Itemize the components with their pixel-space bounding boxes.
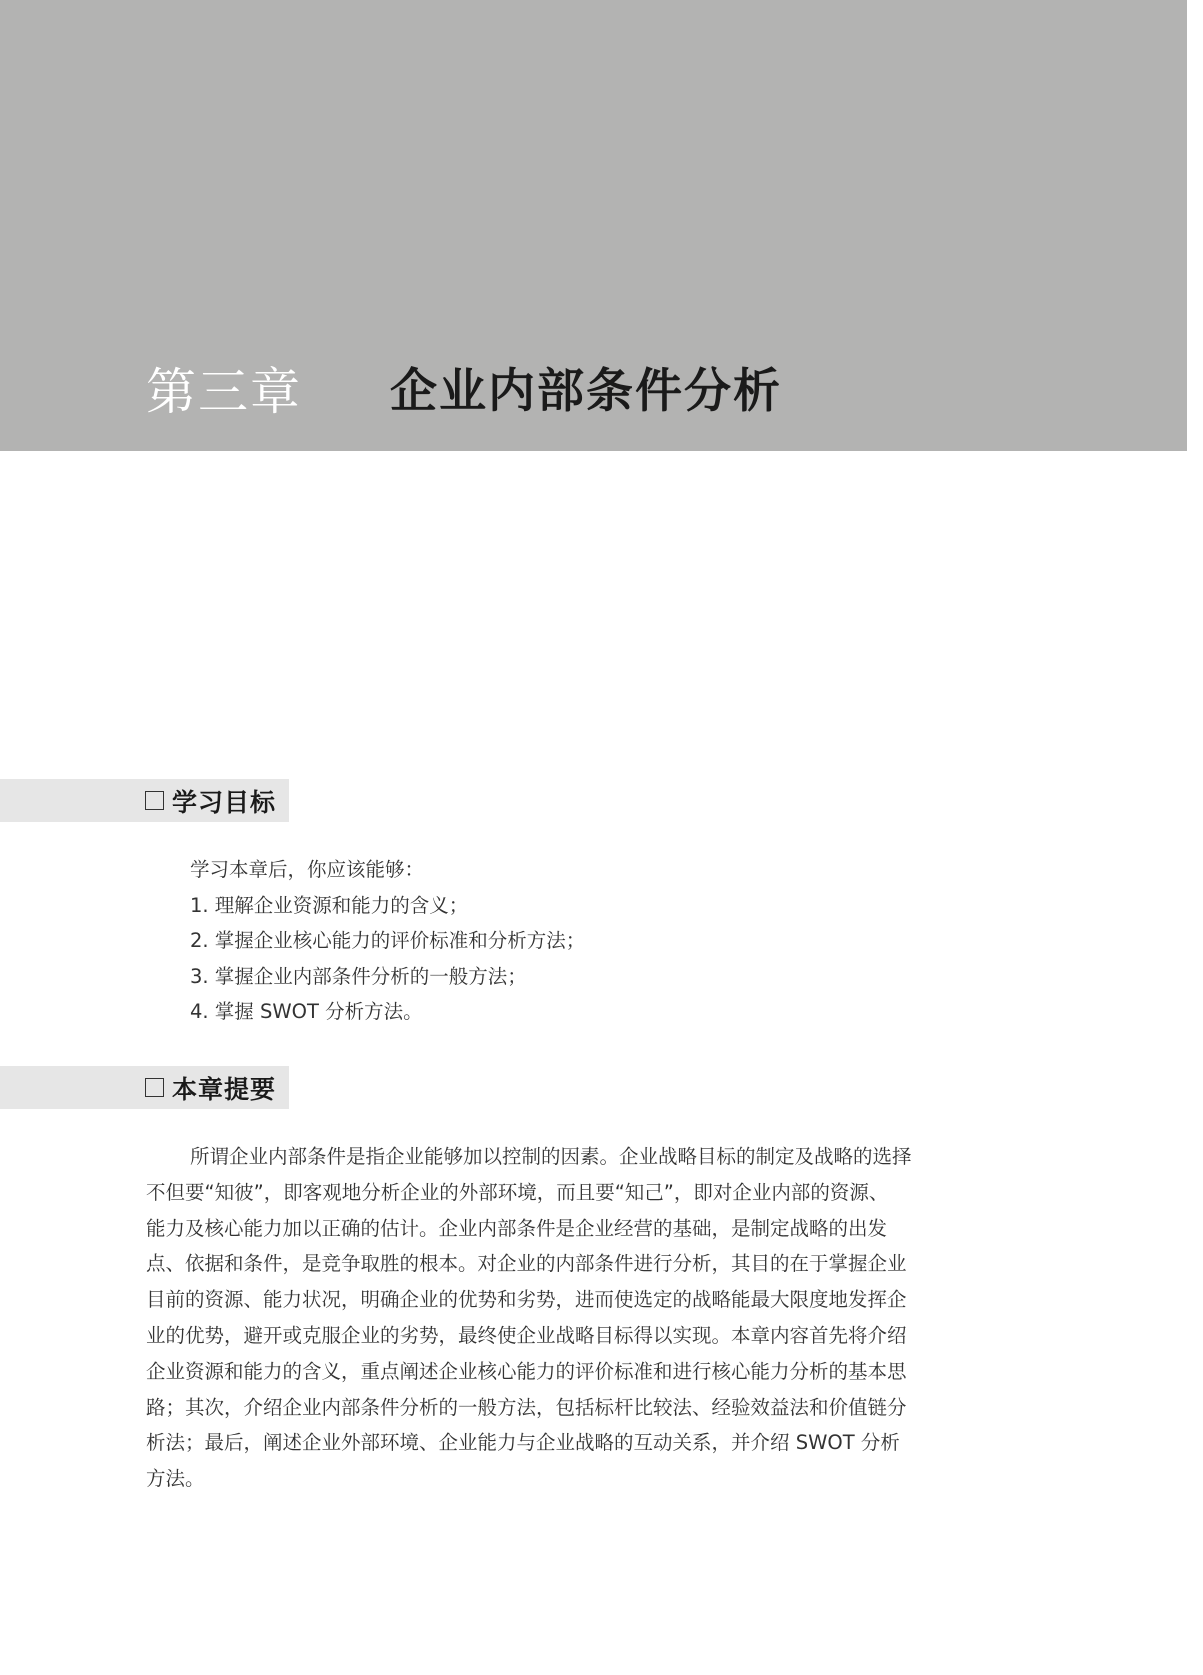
objective-item: 1. 理解企业资源和能力的含义； (190, 893, 469, 917)
summary-line: 企业资源和能力的含义，重点阐述企业核心能力的评价标准和进行核心能力分析的基本思 (146, 1359, 907, 1383)
summary-line: 不但要“知彼”，即客观地分析企业的外部环境，而且要“知己”，即对企业内部的资源、 (146, 1180, 889, 1204)
square-bullet-icon (145, 791, 164, 810)
objectives-heading-label: 学习目标 (172, 787, 277, 817)
summary-line: 业的优势，避开或克服企业的劣势，最终使企业战略目标得以实现。本章内容首先将介绍 (146, 1323, 907, 1347)
objectives-intro: 学习本章后，你应该能够： (190, 858, 425, 881)
summary-line: 方法。 (146, 1467, 205, 1491)
summary-heading-label: 本章提要 (172, 1074, 277, 1104)
chapter-header-band (0, 0, 1187, 451)
objective-item: 4. 掌握 SWOT 分析方法。 (190, 1000, 423, 1023)
summary-line: 点、依据和条件，是竞争取胜的根本。对企业的内部条件进行分析，其目的在于掌握企业 (146, 1252, 907, 1276)
summary-line: 能力及核心能力加以正确的估计。企业内部条件是企业经营的基础，是制定战略的出发 (146, 1216, 888, 1240)
objectives-list (190, 852, 585, 1030)
summary-line: 所谓企业内部条件是指企业能够加以控制的因素。企业战略目标的制定及战略的选择 (190, 1145, 912, 1168)
summary-paragraph (146, 1139, 1006, 1497)
chapter-title: 企业内部条件分析 (390, 364, 782, 419)
objectives-heading (145, 779, 276, 822)
chapter-number: 第三章 (146, 363, 302, 421)
summary-heading (145, 1066, 276, 1109)
objective-item: 2. 掌握企业核心能力的评价标准和分析方法； (190, 929, 586, 952)
objective-item: 3. 掌握企业内部条件分析的一般方法； (190, 964, 527, 988)
summary-line: 目前的资源、能力状况，明确企业的优势和劣势，进而使选定的战略能最大限度地发挥企 (146, 1288, 907, 1312)
square-bullet-icon (145, 1078, 164, 1097)
summary-line: 路；其次，介绍企业内部条件分析的一般方法，包括标杆比较法、经验效益法和价值链分 (146, 1395, 907, 1419)
summary-line: 析法；最后，阐述企业外部环境、企业能力与企业战略的互动关系，并介绍 SWOT 分析 (146, 1431, 900, 1455)
